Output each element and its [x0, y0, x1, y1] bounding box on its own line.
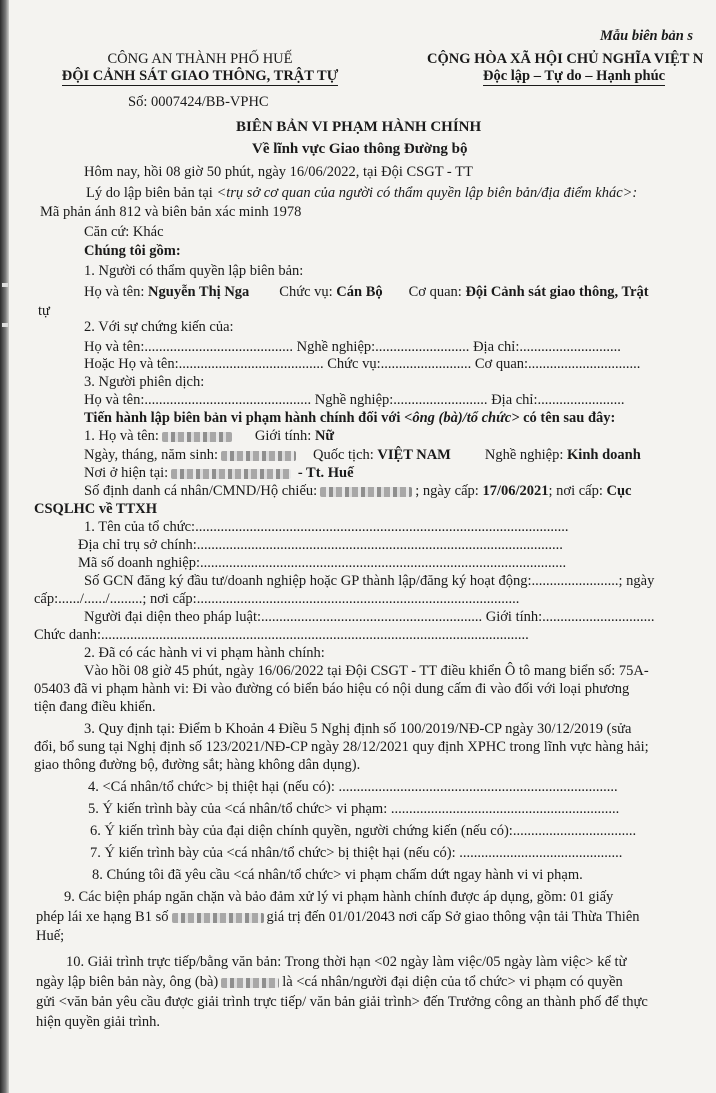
body-line: Lý do lập biên bản tại <trụ sở cơ quan của người có thẩm quyền lập biên bản/địa điểm khác>: [86, 185, 638, 201]
witness-line: Họ và tên:......................................... Nghề nghiệp:.......................... Địa chỉ:............................ [84, 339, 621, 355]
body-line: 3. Quy định tại: Điểm b Khoản 4 Điều 5 Nghị định số 100/2019/NĐ-CP ngày 30/12/2019 (sửa [84, 721, 632, 737]
violator-id-line: Số định danh cá nhân/CMND/Hộ chiếu: ; ngày cấp: 17/06/2021; nơi cấp: Cục [84, 483, 632, 499]
body-line: Huế; [36, 928, 65, 944]
org-line: 1. Tên của tổ chức:....................................................................................................... [84, 519, 569, 535]
agency-upper: CÔNG AN THÀNH PHỐ HUẾ [107, 51, 293, 67]
body-line: 5. Ý kiến trình bày của <cá nhân/tổ chức> vi phạm: ............................................................... [88, 801, 620, 817]
interpreter-line: Họ và tên:.............................................. Nghề nghiệp:.......................... Địa chỉ:........................ [84, 392, 625, 408]
body-line: CSQLHC về TTXH [34, 501, 158, 517]
body-line: Vào hồi 08 giờ 45 phút, ngày 16/06/2022 tại Đội CSGT - TT điều khiển Ô tô mang biển số: 75A- [84, 663, 649, 679]
violator-birth-line: Ngày, tháng, năm sinh: Quốc tịch: VIỆT NAM Nghề nghiệp: Kinh doanh [84, 447, 641, 463]
org-line: Chức danh:...................................................................................................................... [34, 627, 529, 643]
body-line: tự [38, 303, 50, 319]
body-line: hiện quyền giải trình. [36, 1014, 161, 1030]
document-subtitle: Về lĩnh vực Giao thông Đường bộ [252, 141, 468, 157]
org-line: Người đại diện theo pháp luật:............................................................. Giới tính:............................... [84, 609, 655, 625]
org-line: Địa chỉ trụ sở chính:..................................................................................................... [78, 537, 563, 553]
body-line: 7. Ý kiến trình bày của <cá nhân/tổ chức> bị thiệt hại (nếu có): ............................................. [90, 845, 623, 861]
body-line: 10. Giải trình trực tiếp/bằng văn bản: Trong thời hạn <02 ngày làm việc/05 ngày làm việc> kể từ [66, 954, 627, 970]
body-line: Hôm nay, hồi 08 giờ 50 phút, ngày 16/06/2022, tại Đội CSGT - TT [84, 164, 473, 180]
body-line: Mã phản ánh 812 và biên bản xác minh 1978 [40, 204, 302, 220]
body-line: 3. Người phiên dịch: [84, 374, 205, 390]
body-line: đổi, bổ sung tại Nghị định số 123/2021/NĐ-CP ngày 28/12/2021 quy định XPHC trong lĩnh vực hàng hải; [34, 739, 649, 755]
scanner-edge [0, 0, 9, 1093]
section-heading: Chúng tôi gồm: [84, 243, 181, 259]
agency-lower: ĐỘI CẢNH SÁT GIAO THÔNG, TRẬT TỰ [61, 68, 339, 84]
body-line: Căn cứ: Khác [84, 224, 164, 240]
body-line: 1. Người có thẩm quyền lập biên bản: [84, 263, 304, 279]
form-label: Mẫu biên bản s [600, 28, 694, 44]
section-heading: Tiến hành lập biên bản vi phạm hành chính đối với <ông (bà)/tổ chức> có tên sau đây: [84, 410, 616, 426]
body-line: giao thông đường bộ, đường sắt; hàng không dân dụng). [34, 757, 361, 773]
violator-address-line: Nơi ở hiện tại: - Tt. Huế [84, 465, 354, 481]
body-line: 8. Chúng tôi đã yêu cầu <cá nhân/tổ chức> vi phạm chấm dứt ngay hành vi vi phạm. [92, 867, 583, 883]
body-line: 6. Ý kiến trình bày của đại diện chính quyền, người chứng kiến (nếu có):.................................. [90, 823, 637, 839]
explanation-line: ngày lập biên bản này, ông (bà) là <cá nhân/người đại diện của tổ chức> vi phạm có quyền [36, 974, 623, 990]
license-line: phép lái xe hạng B1 số giá trị đến 01/01/2043 nơi cấp Sở giao thông vận tải Thừa Thiên [36, 909, 640, 925]
org-line: Số GCN đăng ký đầu tư/doanh nghiệp hoặc GP thành lập/đăng ký hoạt động:........................; ngày [84, 573, 655, 589]
body-line: tiện đang điều khiển. [34, 699, 156, 715]
redacted-id-number [320, 487, 412, 497]
republic-heading: CỘNG HÒA XÃ HỘI CHỦ NGHĨA VIỆT N [427, 51, 704, 67]
national-motto: Độc lập – Tự do – Hạnh phúc [483, 68, 666, 84]
violator-name-line: 1. Họ và tên: Giới tính: Nữ [84, 428, 335, 444]
body-line: gửi <văn bản yêu cầu được giải trình trực tiếp/ văn bản giải trình> đến Trưởng công an thành phố để thực [36, 994, 648, 1010]
redacted-address [171, 469, 291, 479]
officer-line: Họ và tên: Nguyễn Thị Nga Chức vụ: Cán Bộ Cơ quan: Đội Cảnh sát giao thông, Trật [84, 284, 649, 300]
witness-line: Hoặc Họ và tên:........................................ Chức vụ:......................... Cơ quan:............................... [84, 356, 641, 372]
redacted-birthdate [221, 451, 296, 461]
redacted-violator-name [221, 978, 279, 988]
body-line: 2. Với sự chứng kiến của: [84, 319, 234, 335]
body-line: 05403 đã vi phạm hành vi: Đi vào đường có biển báo hiệu có nội dung cấm đi vào đối với loại phương [34, 681, 630, 697]
body-line: 4. <Cá nhân/tổ chức> bị thiệt hại (nếu có): ............................................................................. [88, 779, 618, 795]
body-line: 9. Các biện pháp ngăn chặn và bảo đảm xử lý vi phạm hành chính được áp dụng, gồm: 01 giấy [64, 889, 614, 905]
document-number: Số: 0007424/BB-VPHC [128, 94, 269, 110]
document-title: BIÊN BẢN VI PHẠM HÀNH CHÍNH [236, 119, 482, 135]
org-line: cấp:....../....../.........; nơi cấp:......................................................................................... [34, 591, 520, 607]
redacted-name [162, 432, 232, 442]
redacted-license-number [172, 913, 264, 923]
org-line: Mã số doanh nghiệp:..................................................................................................... [78, 555, 567, 571]
body-line: 2. Đã có các hành vi vi phạm hành chính: [84, 645, 325, 661]
